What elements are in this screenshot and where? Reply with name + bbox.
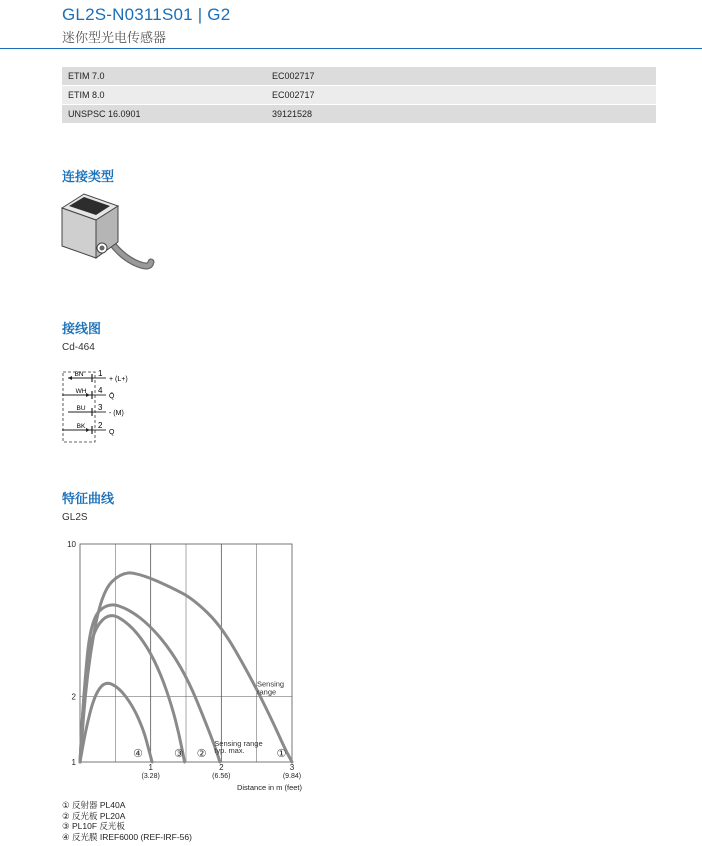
connection-type-heading: 连接类型 — [62, 169, 115, 184]
x-tick-sub-label: (9.84) — [282, 773, 302, 780]
spec-value: 39121528 — [266, 105, 656, 124]
svg-text:Q̄: Q̄ — [109, 393, 115, 400]
sensing-range-annotation: range — [257, 687, 277, 697]
svg-text:WH: WH — [75, 388, 87, 395]
spec-value: EC002717 — [266, 67, 656, 86]
y-tick-label: 10 — [67, 540, 76, 549]
svg-text:- (M): - (M) — [109, 410, 124, 417]
svg-text:BU: BU — [76, 405, 86, 412]
wiring-diagram — [62, 368, 172, 448]
spec-key: ETIM 8.0 — [62, 86, 266, 105]
y-tick-label: 2 — [71, 692, 76, 702]
wire-wh — [62, 386, 115, 400]
chart-labels — [67, 540, 302, 792]
curve-model-label: GL2S — [62, 512, 88, 523]
series-marker: ① — [276, 748, 287, 760]
x-tick-sub-label: (6.56) — [212, 773, 231, 780]
spec-value: EC002717 — [266, 86, 656, 105]
svg-text:BN: BN — [74, 371, 84, 378]
characteristic-chart — [56, 534, 316, 798]
sensing-range-max-annotation: Sensing range — [214, 739, 263, 748]
spec-key: ETIM 7.0 — [62, 67, 266, 86]
characteristic-curve-heading: 特征曲线 — [62, 491, 115, 506]
series-marker: ④ — [133, 748, 143, 760]
x-tick-label: 2 — [219, 763, 224, 772]
svg-text:3: 3 — [98, 403, 103, 412]
curve-② — [80, 605, 220, 762]
legend-item: ② 反光板 PL20A — [62, 810, 126, 821]
legend-item: ① 反射器 PL40A — [62, 800, 126, 810]
legend-item: ④ 反光膜 IREF6000 (REF-IRF-56) — [62, 831, 192, 842]
svg-text:2: 2 — [98, 421, 103, 430]
table-row — [62, 86, 656, 105]
wire-bk — [62, 421, 115, 436]
series-marker: ② — [196, 748, 207, 760]
sensor-connector-image — [56, 190, 156, 275]
sensing-range-annotation: Sensing — [257, 679, 285, 689]
wiring-code: Cd-464 — [62, 342, 95, 353]
product-title: GL2S-N0311S01 | G2 — [62, 5, 231, 24]
svg-text:4: 4 — [98, 386, 103, 395]
wire-bn — [68, 369, 128, 383]
wiring-diagram-heading: 接线图 — [62, 321, 102, 336]
x-tick-label: 1 — [148, 763, 153, 772]
spec-key: UNSPSC 16.0901 — [62, 105, 266, 124]
product-subtitle: 迷你型光电传感器 — [62, 30, 167, 45]
legend-item: ③ PL10F 反光板 — [62, 821, 125, 831]
chart-grid — [80, 544, 292, 762]
svg-text:BK: BK — [76, 423, 86, 430]
sensing-range-max-annotation: typ. max. — [214, 746, 245, 755]
table-row — [62, 67, 656, 86]
svg-text:1: 1 — [98, 369, 103, 378]
x-tick-label: 3 — [289, 763, 295, 772]
table-row — [62, 105, 656, 124]
x-axis-label: Distance in m (feet) — [236, 783, 302, 792]
wire-bu — [68, 403, 124, 417]
svg-text:Q: Q — [109, 429, 115, 436]
y-tick-label: 1 — [71, 758, 76, 767]
series-marker: ③ — [173, 748, 184, 760]
curve-③ — [80, 616, 185, 762]
classification-table — [62, 67, 656, 124]
svg-text:+ (L+): + (L+) — [109, 376, 128, 383]
chart-legend — [62, 800, 192, 842]
x-tick-sub-label: (3.28) — [141, 773, 160, 780]
page-header — [0, 0, 702, 49]
